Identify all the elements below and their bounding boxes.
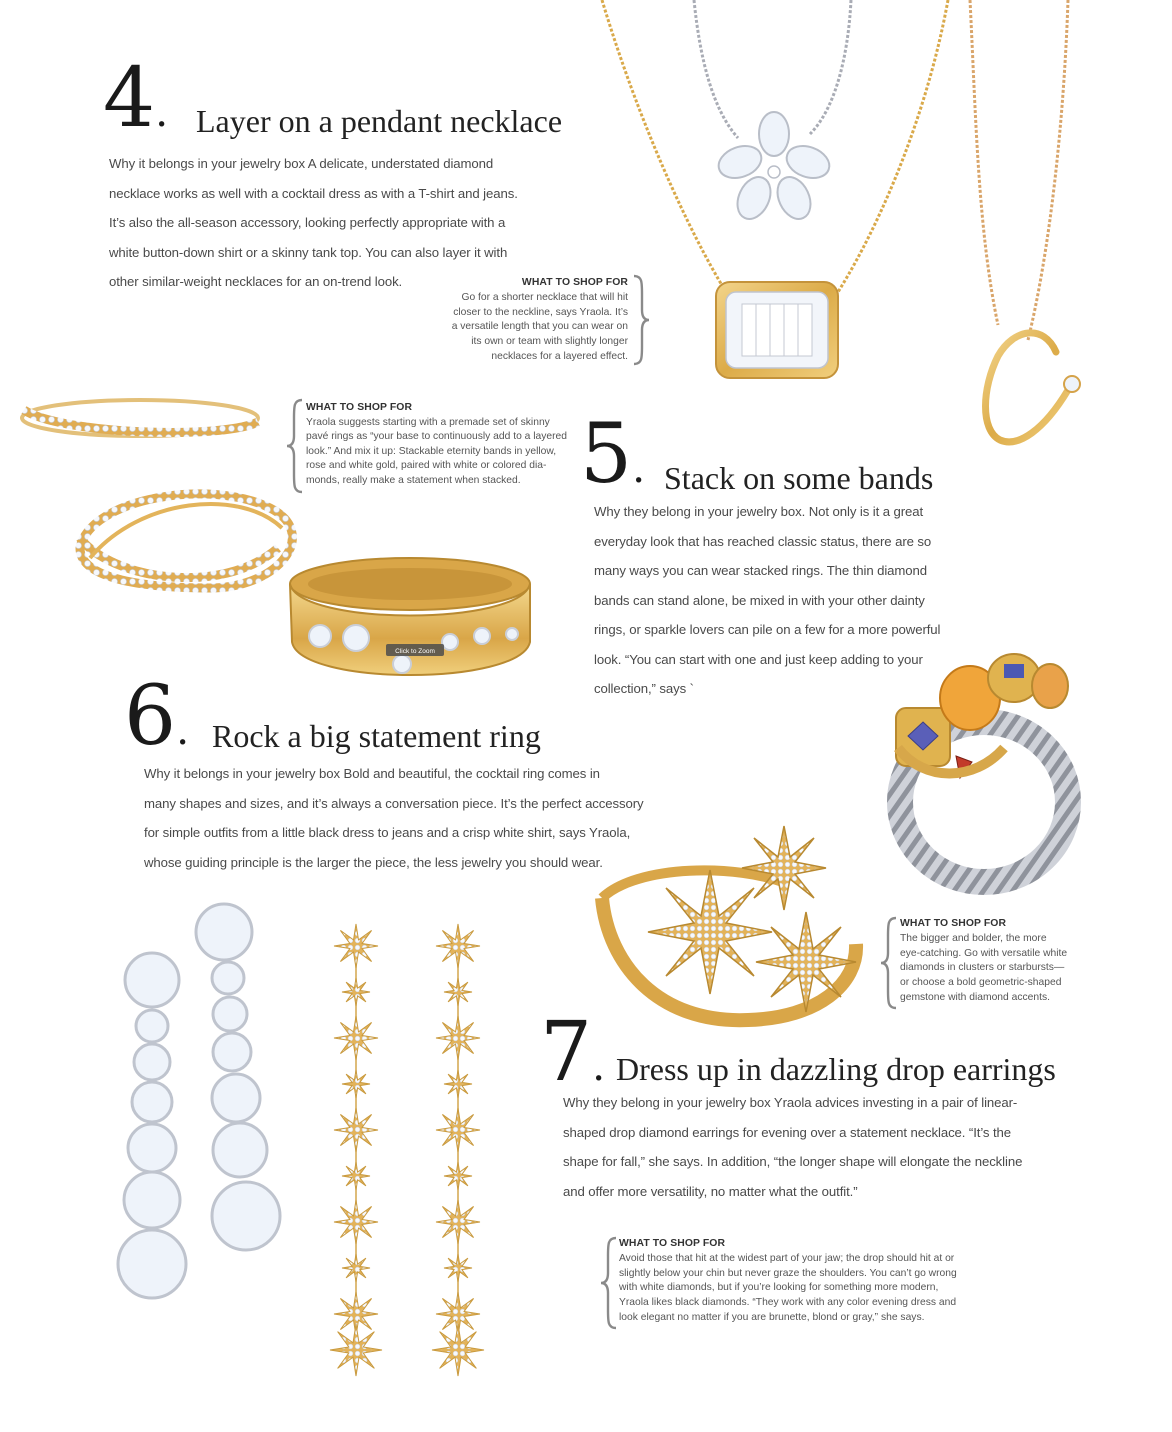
star-charm-icon [334, 1016, 378, 1060]
section-4-number: 4. [103, 51, 169, 146]
shop-heading: WHAT TO SHOP FOR [306, 402, 413, 413]
star-charm-icon [444, 1162, 472, 1190]
section-5-title: Stack on some bands [664, 460, 934, 496]
section-5-shop-box: WHAT TO SHOP FOR Yraola suggests starting with a premade set of skinny pavé rings as “your base to continuously add to a layered look.” And mix it up: Stackable eternity bands in yellow, rose and white gold, paired with white or colored dia- monds, really make a statement when stacked. [306, 401, 586, 489]
starburst-ring-image [598, 824, 868, 1036]
star-charm-icon [342, 1162, 370, 1190]
section-4-shop-box: WHAT TO SHOP FOR Go for a shorter necklace that will hit closer to the neckline, says Yraola. It’s a versatile length that you can wear on its own or team with slightly longer necklaces for a layered effect. [430, 276, 628, 365]
section-7-body: Why they belong in your jewelry box Yraola advices investing in a pair of linear- shaped drop diamond earrings for evening over a statement necklace. “It’s the shape for fall,” she says. In addition, “the longer shape will elongate the neckline and offer more versatility, no matter what the outfit.” [563, 1095, 1023, 1199]
section-5-body: Why they belong in your jewelry box. Not only is it a great everyday look that has reached classic status, there are so many ways you can wear stacked rings. The thin diamond bands can stand alone, be mixed in with your other dainty rings, or sparkle lovers can pile on a few for a more powerful look. “You can start with one and just keep adding to your collection,” says ` [594, 504, 941, 696]
star-charm-icon [342, 978, 370, 1006]
shop-heading: WHAT TO SHOP FOR [619, 1238, 726, 1249]
star-charm-icon [342, 1254, 370, 1282]
left-brace-icon [878, 916, 900, 1010]
star-charm-icon [436, 924, 480, 968]
star-charm-icon [436, 1200, 480, 1244]
star-charm-icon [432, 1324, 484, 1376]
zoom-tag: Click to Zoom [395, 648, 435, 655]
pendant-necklaces-image [598, 0, 1098, 470]
star-drop-earrings-image [326, 930, 496, 1380]
star-charm-icon [444, 1070, 472, 1098]
gemstone-cable-ring-image [884, 652, 1084, 892]
shop-heading: WHAT TO SHOP FOR [521, 277, 628, 288]
section-4-body: Why it belongs in your jewelry box A delicate, understated diamond necklace works as well with a cocktail dress as with a T-shirt and jeans. It’s also the all-season accessory, looking perfectly appropriate with a white button-down shirt or a skinny tank top. You can also layer it with other similar-weight necklaces for an on-trend look. [109, 156, 518, 289]
diamond-drop-earrings-image [112, 902, 302, 1312]
section-5-number: 5. [580, 407, 646, 502]
section-4-title: Layer on a pendant necklace [196, 103, 563, 139]
section-6-body: Why it belongs in your jewelry box Bold and beautiful, the cocktail ring comes in many shapes and sizes, and it’s always a conversation piece. It’s the perfect accessory for simple outfits from a little black dress to jeans and a crisp white shirt, says Yraola, whose guiding principle is the larger the piece, the less jewelry you should wear. [144, 766, 644, 870]
section-7-title: Dress up in dazzling drop earrings [616, 1051, 1056, 1087]
left-brace-icon [284, 398, 306, 494]
star-charm-icon [334, 1108, 378, 1152]
star-charm-icon [444, 978, 472, 1006]
shop-heading: WHAT TO SHOP FOR [900, 918, 1007, 929]
left-brace-icon [598, 1236, 620, 1330]
star-charm-icon [436, 1016, 480, 1060]
section-6-shop-box: WHAT TO SHOP FOR The bigger and bolder, the more eye-catching. Go with versatile white diamonds in clusters or starbursts— or choose a bold geometric-shaped gemstone with diamond accents. [900, 917, 1080, 1006]
section-6-title: Rock a big statement ring [212, 718, 541, 754]
section-7-shop-box: WHAT TO SHOP FOR Avoid those that hit at the widest part of your jaw; the drop should hit at or slightly below your chin but never graze the shoulders. You can’t go wrong with white diamonds, but if you’re looking for something more modern, Yraola likes black diamonds. “They work with any color evening dress and look elegant no matter if you are brunette, blond or gray,” she says. [619, 1237, 969, 1326]
star-charm-icon [334, 924, 378, 968]
star-charm-icon [334, 1200, 378, 1244]
section-6-number: 6. [124, 669, 190, 764]
star-charm-icon [342, 1070, 370, 1098]
star-charm-icon [444, 1254, 472, 1282]
star-charm-icon [436, 1108, 480, 1152]
star-charm-icon [330, 1324, 382, 1376]
section-7-number: 7. [540, 1005, 606, 1100]
